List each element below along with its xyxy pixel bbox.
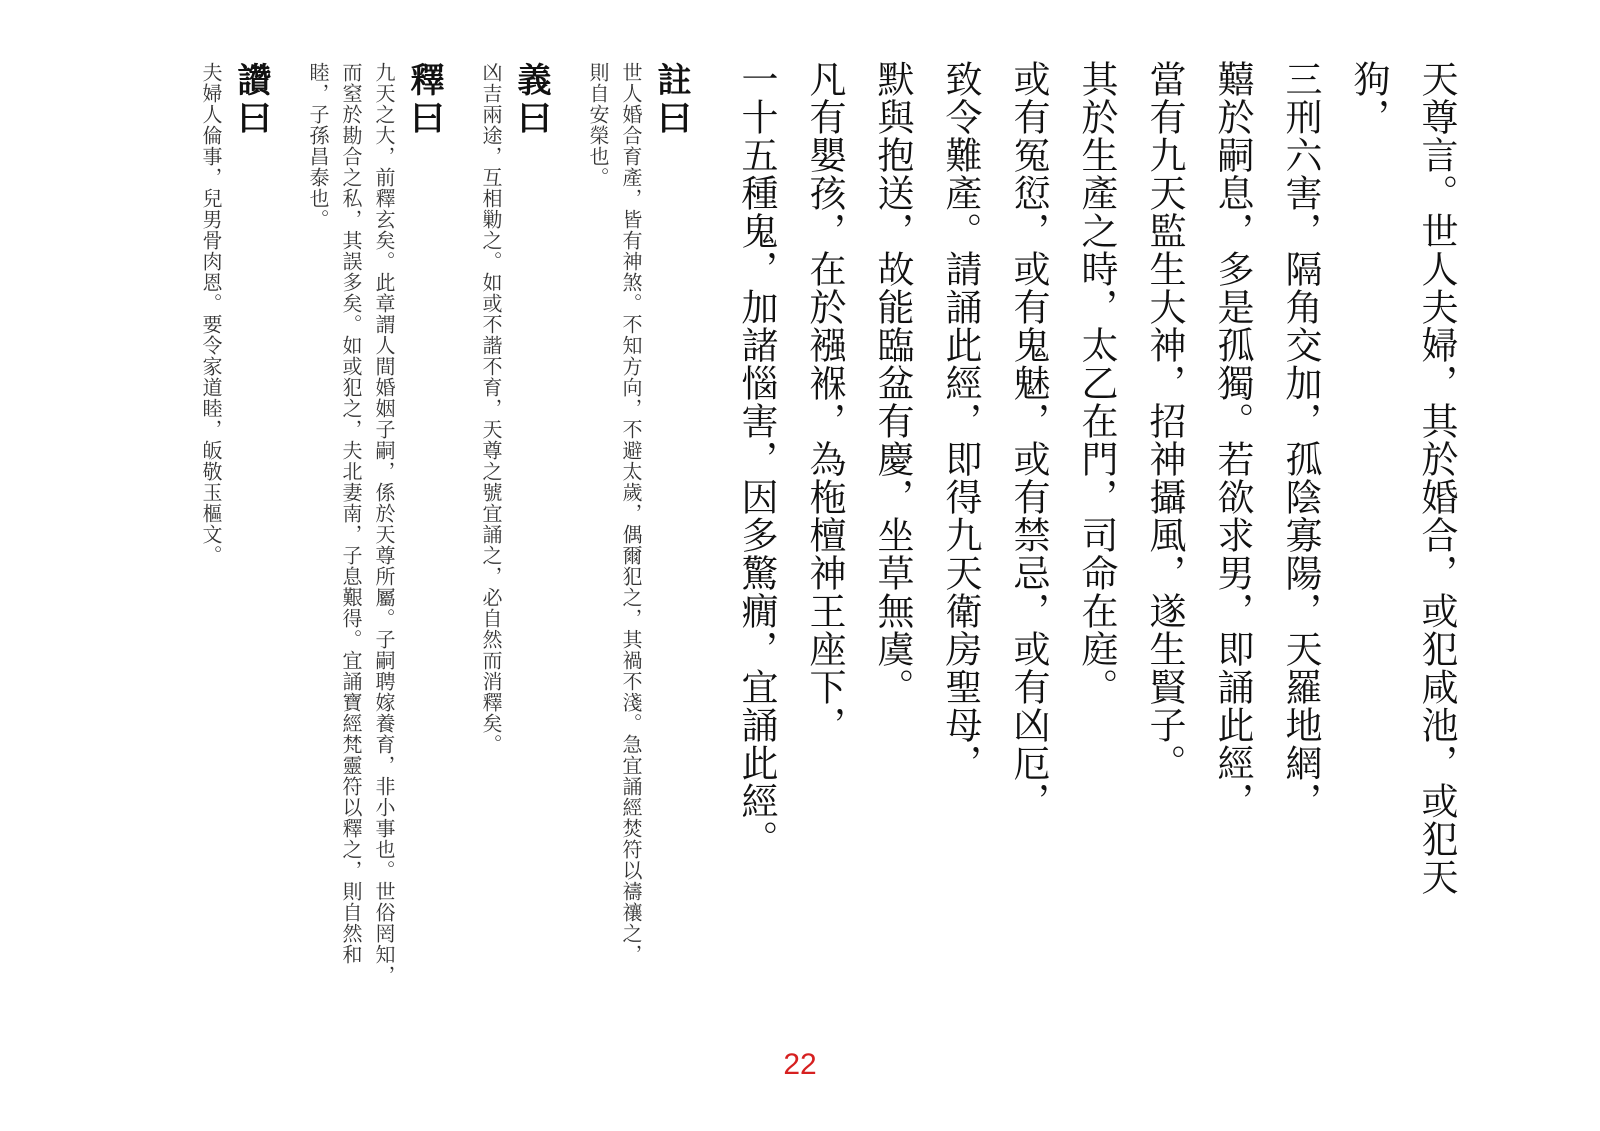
main-line: 三刑六害，隔角交加，孤陰寡陽，天羅地網， [1279, 60, 1322, 820]
main-line: 其於生產之時，太乙在門，司命在庭。 [1075, 60, 1118, 706]
main-line: 囏於嗣息，多是孤獨。若欲求男，即誦此經， [1211, 60, 1254, 820]
main-line: 致令難產。請誦此經，即得九天衛房聖母， [939, 60, 982, 782]
commentary-block [195, 62, 695, 1072]
commentary-line: 世人婚合育產，皆有神煞。不知方向，不避太歲，偶爾犯之，其禍不淺。急宜誦經焚符以禱禳之， [619, 62, 643, 965]
commentary-line: 凶吉兩途，互相勦之。如或不諧不育，天尊之號宜誦之，必自然而消釋矣。 [479, 62, 503, 755]
main-line: 默與抱送，故能臨盆有慶，坐草無虞。 [871, 60, 914, 706]
main-scripture-text [735, 60, 1470, 960]
main-line: 當有九天監生大神，招神攝風，遂生賢子。 [1143, 60, 1186, 782]
commentary-line: 而窒於勘合之私，其誤多矣。如或犯之，夫北妻南，子息艱得。宜誦寶經梵靈符以釋之，則自然和 [339, 62, 363, 965]
commentary-heading-zan: 讚曰 [231, 62, 271, 138]
main-line: 或有冤愆，或有鬼魅，或有禁忌，或有凶厄， [1007, 60, 1050, 820]
commentary-line: 則自安榮也。 [586, 62, 610, 188]
commentary-line: 睦，子孫昌泰也。 [306, 62, 330, 230]
commentary-heading-shi: 釋曰 [404, 62, 444, 138]
main-line: 天尊言。世人夫婦，其於婚合，或犯咸池，或犯天狗， [1347, 60, 1458, 896]
page-number: 22 [783, 1048, 817, 1081]
commentary-heading-zhu: 註曰 [651, 62, 691, 138]
main-line: 一十五種鬼，加諸惱害，因多驚癇，宜誦此經。 [735, 60, 778, 858]
commentary-line: 九天之大，前釋玄矣。此章謂人間婚姻子嗣，係於天尊所屬。子嗣聘嫁養育，非小事也。世俗罔知， [372, 62, 396, 986]
commentary-heading-yi: 義曰 [511, 62, 551, 138]
main-line: 凡有嬰孩，在於襁褓，為柂檀神王座下， [803, 60, 846, 744]
commentary-line: 夫婦人倫事，兒男骨肉恩。要令家道睦，皈敬玉樞文。 [199, 62, 223, 566]
